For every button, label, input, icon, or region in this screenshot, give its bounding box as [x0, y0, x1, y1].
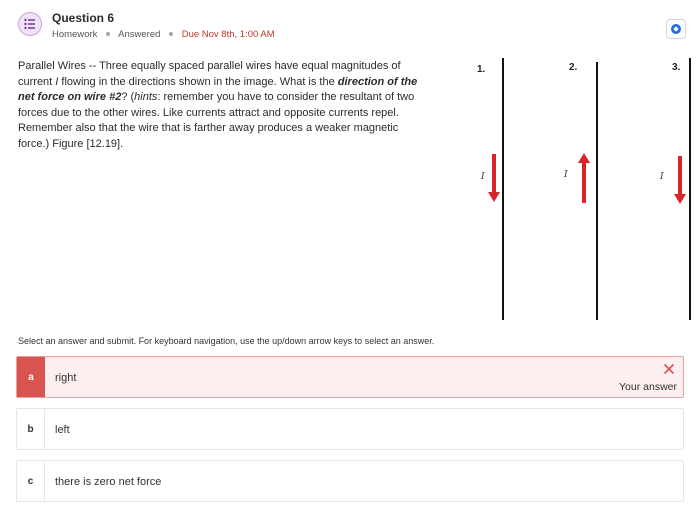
problem-after-bold: ? (: [121, 91, 135, 104]
problem-rest: : remember you have to consider the resultant of two forces due to the other wires. Like currents attract and opposite currents repel. Remember also that the wire that is farther away produces a weaker magnetic force.) Figure [12.19].: [18, 91, 415, 150]
wire-3-current-label: I: [660, 172, 664, 182]
settings-badge-icon: [671, 24, 681, 34]
question-meta: [52, 29, 275, 40]
answer-text-a: right: [55, 372, 77, 384]
wire-2: [596, 62, 598, 320]
answer-text-c: there is zero net force: [55, 476, 162, 488]
question-list-icon: [18, 12, 42, 36]
problem-intro: Parallel Wires -- Three equally spaced parallel wires have equal magnitudes of current: [18, 60, 401, 88]
wire-3-label: 3.: [672, 62, 681, 73]
your-answer-label: Your answer: [619, 381, 677, 393]
wire-2-label: 2.: [569, 62, 578, 73]
separator-dot: [169, 32, 173, 36]
answer-option-b[interactable]: [16, 408, 684, 450]
hints-word: hints: [134, 91, 158, 104]
incorrect-x-icon: [663, 363, 675, 375]
question-title: Question 6: [52, 11, 115, 25]
wire-1-current-label: I: [481, 172, 485, 182]
answer-letter-a: a: [17, 357, 45, 397]
problem-mid: flowing in the directions shown in the image. What is the: [58, 75, 338, 88]
wire-1-current-arrow-down-icon: [488, 154, 500, 202]
wire-2-current-label: I: [564, 170, 568, 180]
separator-dot: [106, 32, 110, 36]
wire-1: [502, 58, 504, 320]
problem-bold-phrase: direction of the net force on wire #2: [18, 75, 418, 104]
answer-letter-c: c: [17, 461, 45, 501]
wire-1-label: 1.: [477, 64, 486, 75]
wire-2-current-arrow-up-icon: [578, 153, 590, 203]
question-category: Homework: [52, 29, 98, 40]
answer-letter-b: b: [17, 409, 45, 449]
problem-statement: [18, 59, 418, 153]
question-status: Answered: [118, 29, 161, 40]
answer-option-c[interactable]: [16, 460, 684, 502]
answer-option-a[interactable]: [16, 356, 684, 398]
wire-3: [689, 58, 691, 320]
wire-3-current-arrow-down-icon: [674, 156, 686, 204]
due-date: Due Nov 8th, 1:00 AM: [181, 29, 275, 40]
question-settings-button[interactable]: [666, 19, 686, 39]
answer-text-b: left: [55, 424, 70, 436]
current-symbol: I: [55, 75, 59, 88]
answer-instructions: Select an answer and submit. For keyboard navigation, use the up/down arrow keys to select an answer.: [18, 336, 435, 346]
